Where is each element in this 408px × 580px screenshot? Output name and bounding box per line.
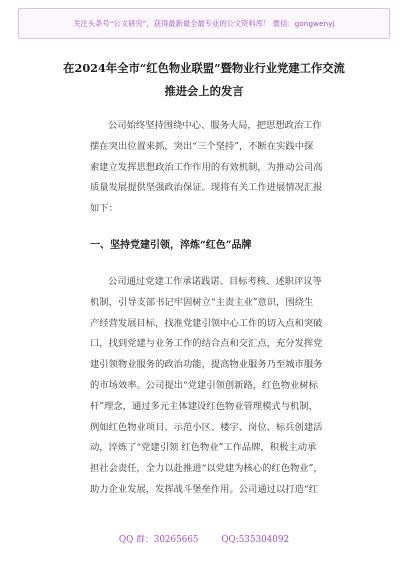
- section-1-paragraph: [90, 272, 356, 501]
- body-line: 的市场效率。公司提出“党建引领创新路，红色物业树标: [90, 379, 318, 391]
- body-line: 杆”理念，通过多元主体建设红色物业管理模式与机制，: [90, 400, 318, 412]
- intro-line: 公司始终坚持围绕中心、服务大局，把思想政治工作: [108, 120, 322, 131]
- section-1-heading: 一、坚持党建引领，淬炼“红色”品牌: [90, 240, 252, 251]
- title-line-1: 在2024年全市“红色物业联盟”暨物业行业党建工作交流: [63, 61, 345, 75]
- intro-paragraph: [90, 116, 356, 220]
- footer-contact: [0, 532, 408, 545]
- body-line: 产经营发展目标，找准党建引领中心工作的切入点和突破: [90, 317, 323, 329]
- title-line-2: 推进会上的发言: [164, 84, 244, 98]
- intro-line: 如下：: [90, 203, 118, 215]
- document-title: [50, 57, 358, 103]
- body-line: 口，找到党建与业务工作的结合点和交汇点，充分发挥党: [90, 338, 323, 350]
- promo-banner: [18, 8, 390, 39]
- intro-line: 索建立发挥思想政治工作作用的有效机制，为推动公司高: [90, 161, 323, 173]
- body-line: 助力企业发展，发挥战斗堡垒作用。公司通过以打造“红: [90, 483, 318, 495]
- body-line: 动，淬炼了“党建引领 红色物业”工作品牌，积极主动承: [90, 442, 317, 454]
- intro-line: 摆在突出位置来抓，突出“三个坚持”，不断在实践中探: [90, 140, 314, 152]
- qq-group: QQ 群：30265665: [118, 535, 199, 545]
- body-line: 例如红色物业项目、示范小区、楼宇、岗位、标兵创建活: [90, 421, 323, 433]
- body-line: 公司通过党建工作承诺践诺、目标考核、述职评议等: [108, 276, 322, 287]
- body-line: 担社会责任，全力以赴推进“以党建为核心的红色物业”，: [90, 463, 323, 475]
- intro-line: 质量发展提供坚强政治保证。现将有关工作进展情况汇报: [90, 182, 323, 194]
- body-line: 建引领物业服务的政治功能，提高物业服务乃至城市服务: [90, 359, 323, 371]
- body-line: 机制，引导支部书记牢固树立“主责主业”意识，围绕生: [90, 296, 314, 308]
- promo-text: 关注头条号“公文研究”，获得最新最全最专业的公文资料库！ 微信：gongwenyj: [73, 18, 335, 28]
- qq-number: QQ:535304092: [221, 535, 290, 545]
